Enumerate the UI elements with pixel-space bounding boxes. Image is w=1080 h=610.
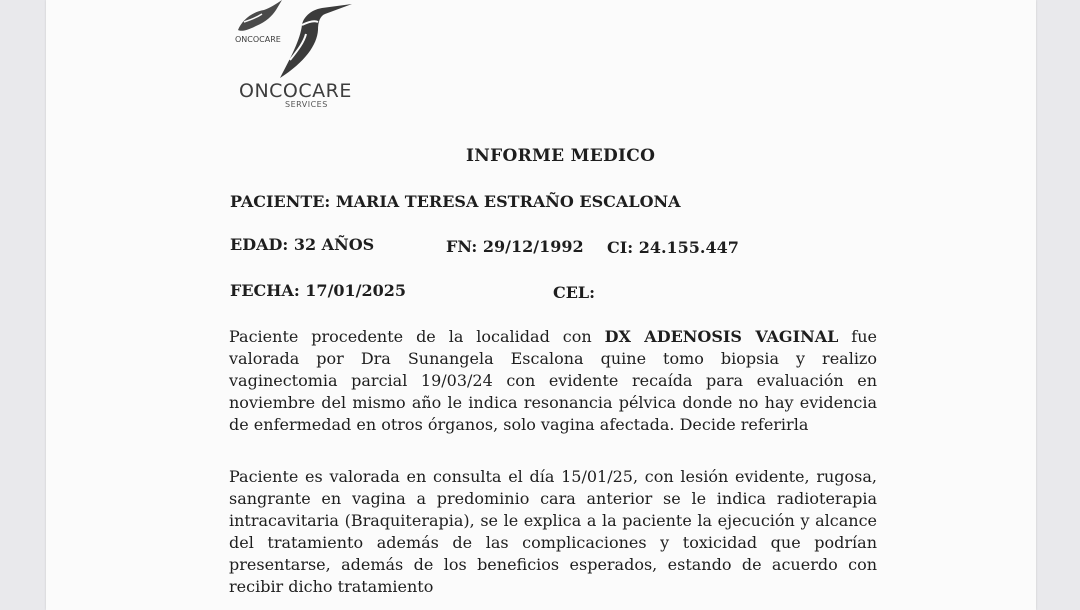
patient-age: EDAD: 32 AÑOS [230,235,375,254]
patient-cel: CEL: [553,283,596,302]
paragraph-consultation: Paciente es valorada en consulta el día 15/01/25, con lesión evidente, rugosa, sangrante en vagina a predominio cara anterior se le indica radioterapia intracavitaria (Braquiterapia), se le explica a la paciente la ejecución y alcance del tratamiento además de las complicaciones y toxicidad que podrían presentarse, además de los beneficios esperados, estando de acuerdo con recibir dicho tratamiento [229,467,877,596]
logo-brand-text: ONCOCARE [239,80,352,102]
logo-small-text: ONCOCARE [235,35,281,44]
paragraph-history-end: fue valorada por Dra Sunangela Escalona quine tomo biopsia y realizo vaginectomia parcial 19/03/24 con evidente recaída para evaluación en noviembre del mismo año le indica resonancia pélvica donde no hay evidencia de enfermedad en otros órganos, solo vagina afectada. Decide referirla [229,327,878,434]
report-date: FECHA: 17/01/2025 [230,281,407,300]
diagnosis-text: DX ADENOSIS VAGINAL [604,327,839,346]
patient-id: CI: 24.155.447 [607,238,739,257]
paragraph-history-start: Paciente procedente de la localidad con [229,327,605,346]
logo-sub-text: SERVICES [285,100,328,109]
oncocare-logo [230,0,360,110]
paragraph-history [229,326,877,436]
document-title: INFORME MEDICO [466,146,656,166]
patient-birthdate: FN: 29/12/1992 [446,237,584,256]
patient-name: PACIENTE: MARIA TERESA ESTRAÑO ESCALONA [230,192,681,211]
